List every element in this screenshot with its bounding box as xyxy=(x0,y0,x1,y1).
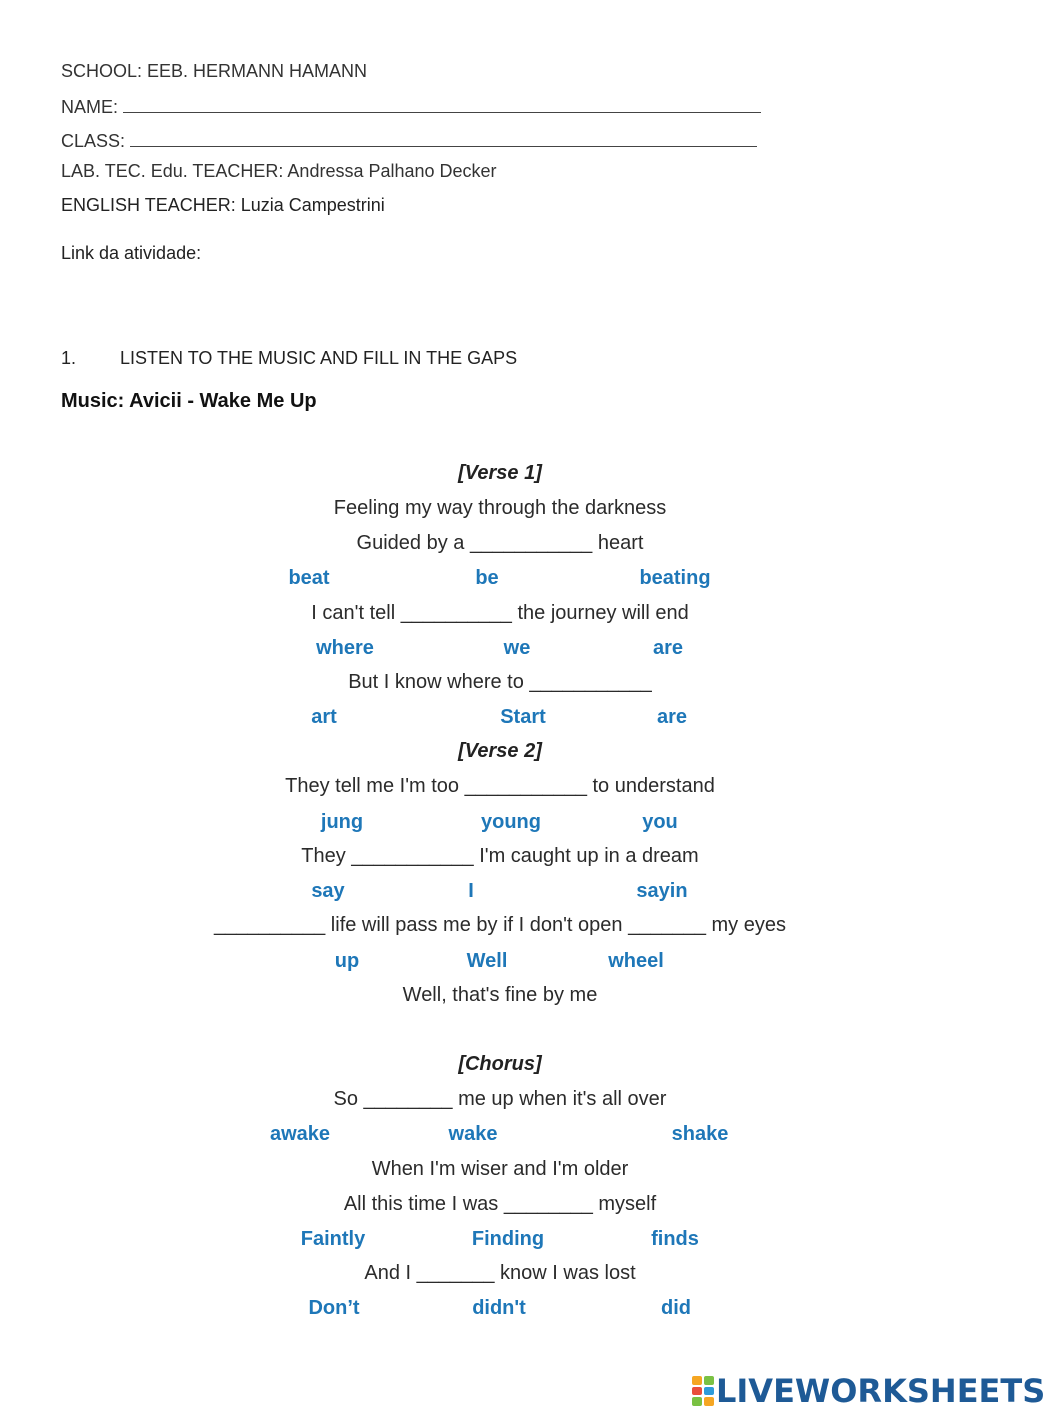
option-word[interactable]: say xyxy=(311,880,345,902)
option-word[interactable]: are xyxy=(656,706,688,728)
option-word[interactable]: Don’t xyxy=(308,1297,360,1319)
chorus-line4: And I _______ know I was lost xyxy=(364,1262,636,1284)
liveworksheets-logo-text: LIVEWORKSHEETS xyxy=(716,1372,1045,1410)
option-word[interactable]: Faintly xyxy=(300,1228,366,1250)
music-title: Music: Avicii - Wake Me Up xyxy=(61,390,317,412)
chorus-line1: So ________ me up when it's all over xyxy=(333,1088,667,1110)
name-label: NAME: xyxy=(61,97,119,117)
option-word[interactable]: awake xyxy=(269,1123,331,1145)
option-word[interactable]: wheel xyxy=(608,950,664,972)
liveworksheets-logo-icon xyxy=(692,1376,714,1406)
verse2-line4: Well, that's fine by me xyxy=(402,984,598,1006)
class-line xyxy=(61,128,757,152)
verse1-line1: Feeling my way through the darkness xyxy=(333,497,667,519)
class-blank[interactable] xyxy=(130,128,757,147)
option-word[interactable]: young xyxy=(481,811,541,833)
verse1-line2: Guided by a ___________ heart xyxy=(356,532,644,554)
verse2-title: [Verse 2] xyxy=(458,740,542,762)
chorus-title: [Chorus] xyxy=(458,1053,542,1075)
option-word[interactable]: wake xyxy=(448,1123,498,1145)
option-word[interactable]: be xyxy=(475,567,499,589)
option-word[interactable]: Start xyxy=(500,706,546,728)
verse1-title: [Verse 1] xyxy=(458,462,542,484)
name-blank[interactable] xyxy=(123,94,761,113)
chorus-line3: All this time I was ________ myself xyxy=(343,1193,657,1215)
task-instruction xyxy=(61,348,517,369)
option-word[interactable]: Finding xyxy=(471,1228,545,1250)
option-word[interactable]: beat xyxy=(288,567,330,589)
option-word[interactable]: Well xyxy=(466,950,508,972)
liveworksheets-logo xyxy=(692,1373,1045,1409)
option-word[interactable]: you xyxy=(642,811,678,833)
name-line xyxy=(61,94,761,118)
english-teacher-line: ENGLISH TEACHER: Luzia Campestrini xyxy=(61,195,385,215)
option-word[interactable]: finds xyxy=(651,1228,699,1250)
task-number: 1. xyxy=(61,348,77,368)
verse2-line3: __________ life will pass me by if I don't open _______ my eyes xyxy=(214,914,786,936)
option-word[interactable]: are xyxy=(652,637,684,659)
option-word[interactable]: jung xyxy=(320,811,364,833)
option-word[interactable]: did xyxy=(661,1297,691,1319)
option-word[interactable]: didn't xyxy=(472,1297,526,1319)
option-word[interactable]: we xyxy=(503,637,531,659)
lab-teacher-line: LAB. TEC. Edu. TEACHER: Andressa Palhano Decker xyxy=(61,161,497,181)
class-label: CLASS: xyxy=(61,131,126,151)
verse1-line4: But I know where to ___________ xyxy=(348,671,652,693)
school-line: SCHOOL: EEB. HERMANN HAMANN xyxy=(61,61,368,81)
option-word[interactable]: I xyxy=(468,880,474,902)
verse1-line3: I can't tell __________ the journey will end xyxy=(311,602,689,624)
option-word[interactable]: up xyxy=(334,950,360,972)
task-text: LISTEN TO THE MUSIC AND FILL IN THE GAPS xyxy=(120,348,518,368)
option-word[interactable]: beating xyxy=(639,567,711,589)
verse2-line1: They tell me I'm too ___________ to understand xyxy=(285,775,715,797)
option-word[interactable]: sayin xyxy=(636,880,688,902)
option-word[interactable]: where xyxy=(316,637,374,659)
option-word[interactable]: shake xyxy=(671,1123,729,1145)
link-label: Link da atividade: xyxy=(61,243,202,263)
verse2-line2: They ___________ I'm caught up in a dream xyxy=(301,845,699,867)
option-word[interactable]: art xyxy=(311,706,337,728)
chorus-line2: When I'm wiser and I'm older xyxy=(371,1158,629,1180)
